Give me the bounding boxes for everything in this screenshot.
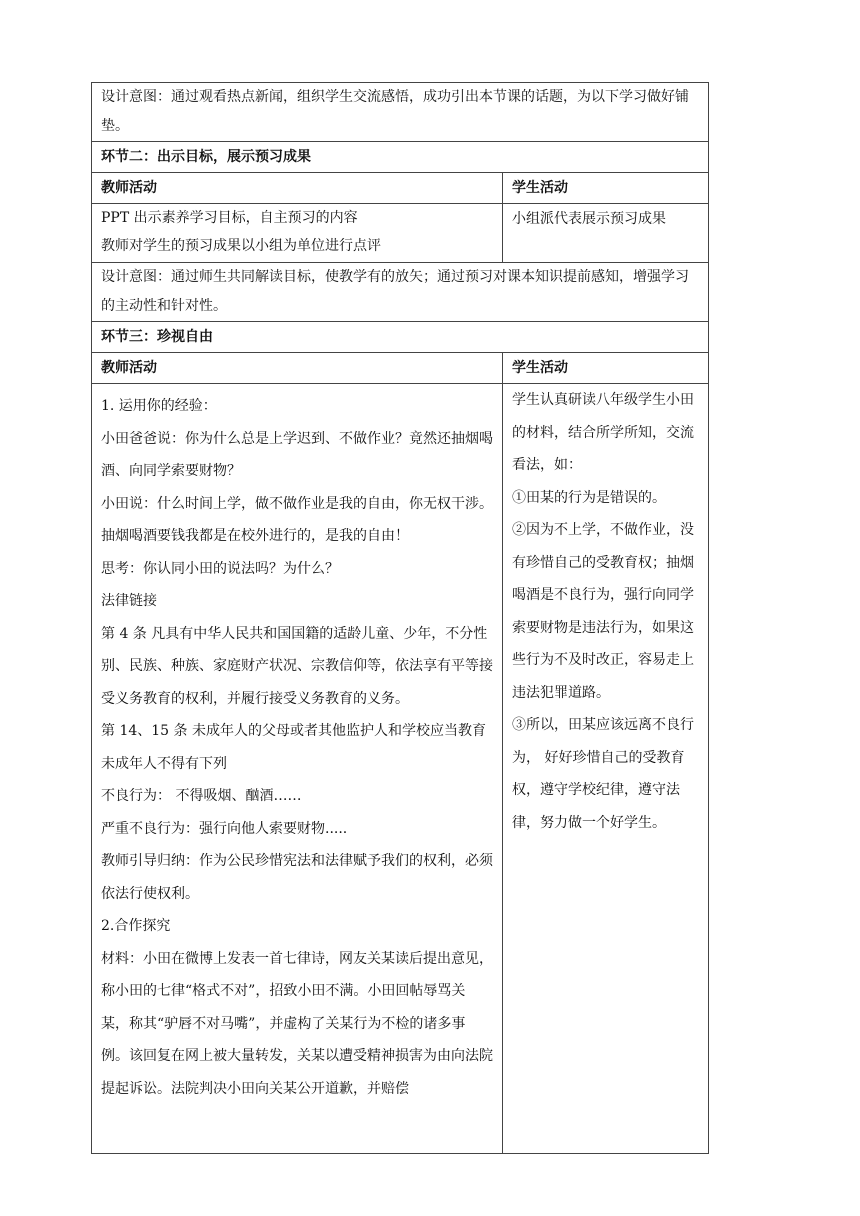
- law-article-14-15: 第 14、15 条 未成年人的父母或者其他监护人和学校应当教育未成年人不得有下列: [101, 723, 486, 772]
- activity-row-2: [92, 204, 709, 263]
- lesson-plan-table: [91, 82, 709, 1154]
- section-row-2: [92, 142, 709, 173]
- section-title-2: 环节二：出示目标，展示预习成果: [92, 142, 709, 173]
- teacher-paragraph: 思考：你认同小田的说法吗？为什么？: [101, 560, 339, 577]
- student-activity-header-3: 学生活动: [503, 353, 709, 384]
- header-row-3: [92, 353, 709, 384]
- teacher-paragraph: 2.合作探究: [101, 918, 171, 934]
- teacher-paragraph: 严重不良行为：强行向他人索要财物.....: [101, 820, 348, 837]
- teacher-paragraph: 小田爸爸说：你为什么总是上学迟到、不做作业？竟然还抽烟喝酒、向同学索要财物？: [101, 430, 493, 479]
- design-intent-row-1: [92, 83, 709, 142]
- section-row-3: [92, 322, 709, 353]
- design-intent-2: 设计意图：通过师生共同解读目标，使教学有的放矢；通过预习对课本知识提前感知，增强学习的主动性和针对性。: [92, 263, 709, 322]
- activity-row-3: [92, 384, 709, 1154]
- student-activity-3: [503, 384, 709, 1154]
- law-article-4: 第 4 条 凡具有中华人民共和国国籍的适龄儿童、少年，不分性别、民族、种族、家庭财产状况、宗教信仰等，依法享有平等接受义务教育的权利，并履行接受义务教育的义务。: [101, 625, 493, 707]
- student-paragraph: 学生认真研读八年级学生小田的材料，结合所学所知，交流看法，如：: [512, 392, 694, 473]
- section-title-3: 环节三：珍视自由: [92, 322, 709, 353]
- student-paragraph: ③所以，田某应该远离不良行为， 好好珍惜自己的受教育权，遵守学校纪律，遵守法律，努力做一个好学生。: [512, 717, 694, 831]
- teacher-paragraph: 不良行为： 不得吸烟、酗酒……: [101, 788, 302, 804]
- teacher-paragraph: 法律链接: [101, 593, 157, 609]
- teacher-paragraph: 教师引导归纳：作为公民珍惜宪法和法律赋予我们的权利，必须依法行使权利。: [101, 853, 493, 902]
- design-intent-1: 设计意图：通过观看热点新闻，组织学生交流感悟，成功引出本节课的话题，为以下学习做好铺垫。: [92, 83, 709, 142]
- teacher-line: 教师对学生的预习成果以小组为单位进行点评: [101, 238, 381, 254]
- student-activity-2: 小组派代表展示预习成果: [503, 204, 709, 263]
- teacher-paragraph: 小田说：什么时间上学，做不做作业是我的自由，你无权干涉。抽烟喝酒要钱我都是在校外进行的，是我的自由！: [101, 495, 493, 544]
- teacher-activity-header-3: 教师活动: [92, 353, 503, 384]
- teacher-activity-2: [92, 204, 503, 263]
- student-paragraph: ①田某的行为是错误的。: [512, 489, 666, 506]
- header-row-2: [92, 173, 709, 204]
- teacher-activity-3: [92, 384, 503, 1154]
- teacher-line: PPT 出示素养学习目标，自主预习的内容: [101, 210, 358, 226]
- teacher-paragraph: 1. 运用你的经验：: [101, 398, 217, 414]
- case-material: 材料：小田在微博上发表一首七律诗，网友关某读后提出意见，称小田的七律“格式不对”，招致小田不满。小田回帖辱骂关某，称其“驴唇不对马嘴”，并虚构了关某行为不检的诸多事例。该回复在网上被大量转发，关某以遭受精神损害为由向法院提起诉讼。法院判决小田向关某公开道歉，并赔偿: [101, 950, 493, 1097]
- student-activity-header-2: 学生活动: [503, 173, 709, 204]
- student-paragraph: ②因为不上学，不做作业，没有珍惜自己的受教育权；抽烟喝酒是不良行为，强行向同学索要财物是违法行为，如果这些行为不及时改正，容易走上违法犯罪道路。: [512, 522, 694, 701]
- design-intent-row-2: [92, 263, 709, 322]
- teacher-activity-header-2: 教师活动: [92, 173, 503, 204]
